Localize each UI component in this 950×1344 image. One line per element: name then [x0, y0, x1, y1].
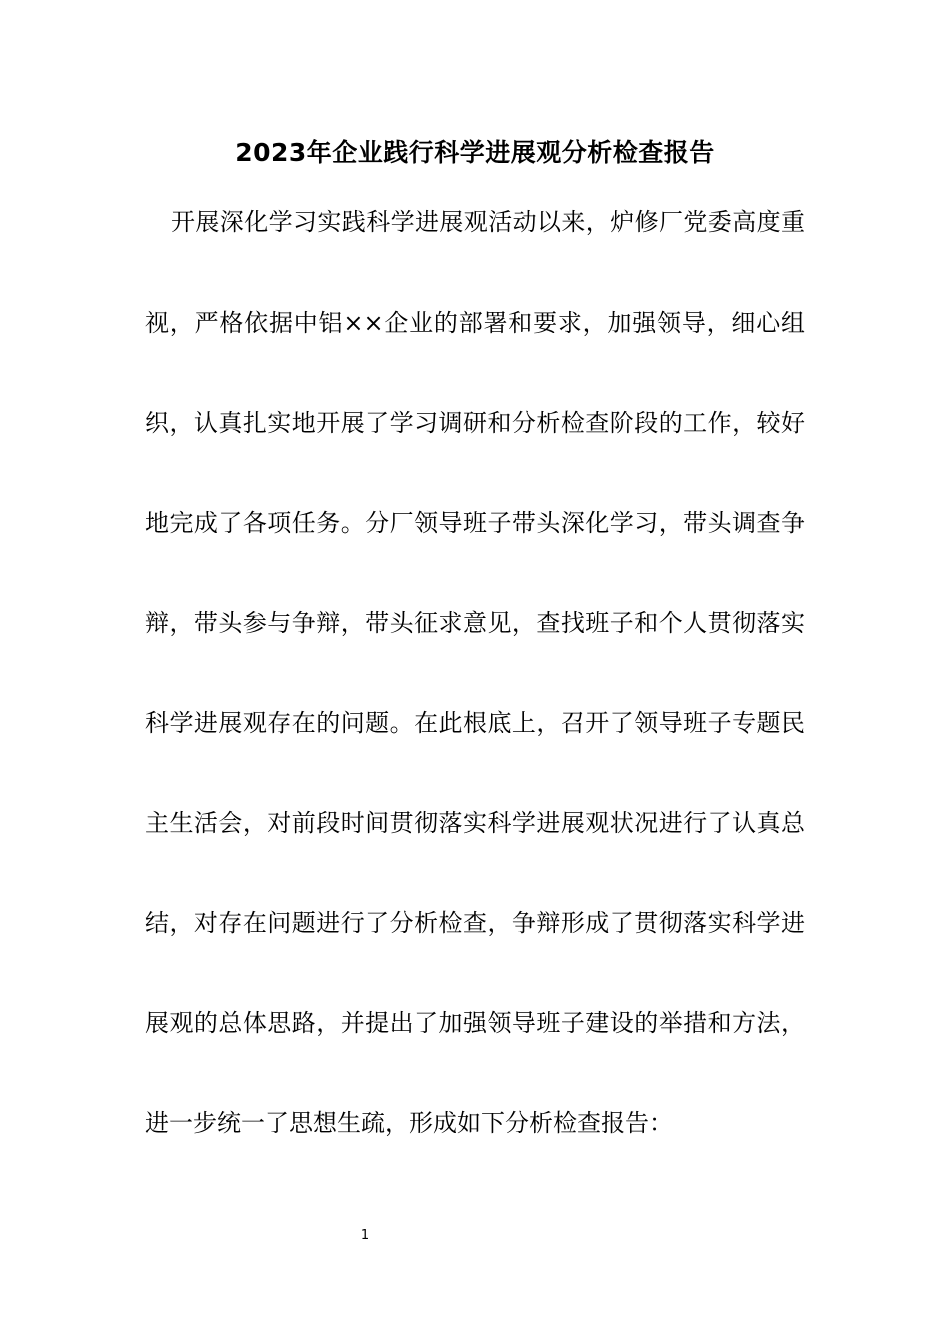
document-title: 2023年企业践行科学进展观分析检查报告 [235, 138, 715, 167]
paragraph-line: 结，对存在问题进行了分析检查，争辩形成了贯彻落实科学进 [145, 909, 805, 937]
paragraph-line: 主生活会，对前段时间贯彻落实科学进展观状况进行了认真总 [145, 809, 805, 837]
paragraph-line: 辩，带头参与争辩，带头征求意见，查找班子和个人贯彻落实 [145, 609, 805, 637]
paragraph-line: 视，严格依据中铝××企业的部署和要求，加强领导，细心组 [145, 309, 805, 337]
paragraph-line: 织，认真扎实地开展了学习调研和分析检查阶段的工作，较好 [145, 409, 805, 437]
paragraph-line: 地完成了各项任务。分厂领导班子带头深化学习，带头调查争 [145, 509, 805, 537]
paragraph-line: 展观的总体思路，并提出了加强领导班子建设的举措和方法， [145, 1009, 805, 1037]
paragraph-line: 科学进展观存在的问题。在此根底上，召开了领导班子专题民 [145, 709, 805, 737]
paragraph-line: 开展深化学习实践科学进展观活动以来，炉修厂党委高度重 [171, 208, 805, 236]
page-number: 1 [360, 1228, 370, 1243]
paragraph-line: 进一步统一了思想生疏，形成如下分析检查报告： [145, 1109, 673, 1137]
